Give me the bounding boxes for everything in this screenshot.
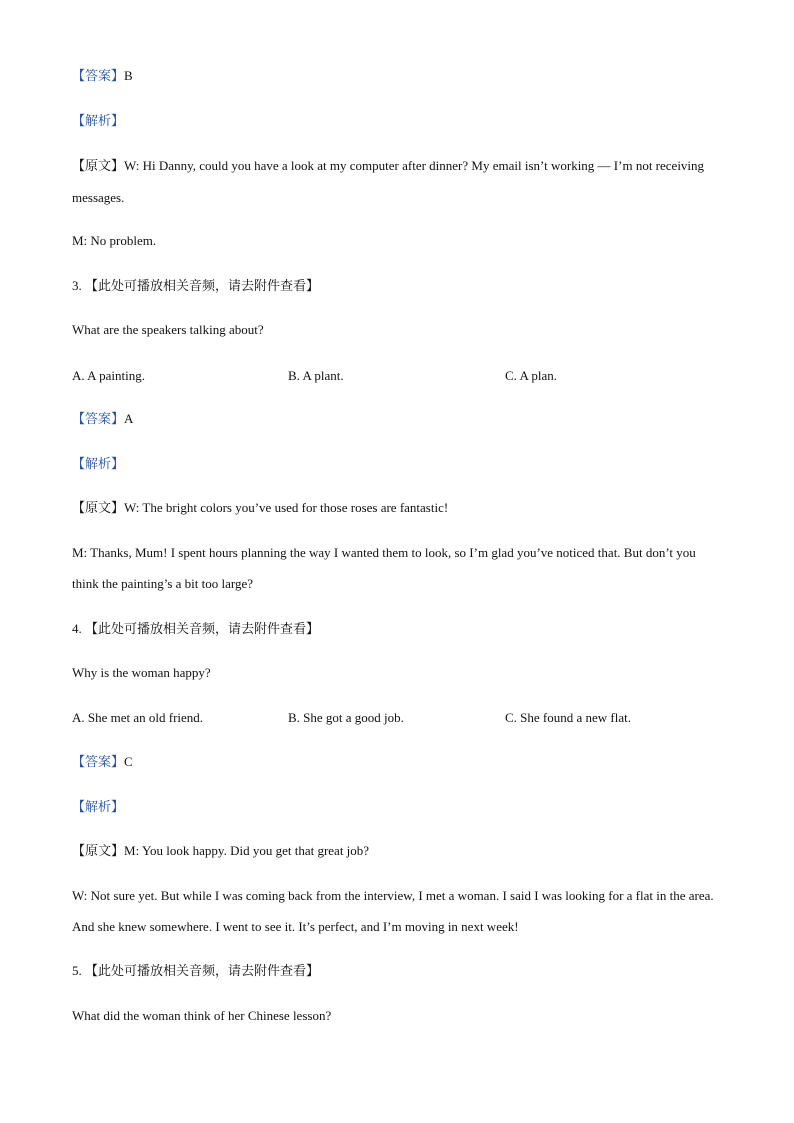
question-header bbox=[72, 278, 319, 295]
transcript-line bbox=[72, 500, 448, 517]
answer-line bbox=[72, 68, 133, 85]
option-c: C. A plan. bbox=[505, 368, 558, 383]
analysis-line bbox=[72, 456, 124, 473]
question-number: 4. bbox=[72, 621, 82, 636]
answer-tag: 【答案】 bbox=[72, 69, 125, 84]
option-b: B. A plant. bbox=[288, 368, 344, 383]
answer-line bbox=[72, 754, 133, 771]
option-b: B. She got a good job. bbox=[288, 710, 404, 725]
transcript-text: W: The bright colors you’ve used for those roses are fantastic! bbox=[124, 500, 449, 515]
question-header bbox=[72, 963, 319, 980]
analysis-tag: 【解析】 bbox=[72, 114, 125, 129]
analysis-tag: 【解析】 bbox=[72, 457, 125, 472]
answer-line bbox=[72, 411, 133, 428]
transcript-line bbox=[72, 843, 369, 860]
question-header bbox=[72, 621, 319, 638]
option-a: A. A painting. bbox=[72, 368, 145, 383]
transcript-tag: 【原文】 bbox=[72, 159, 125, 174]
question-number: 3. bbox=[72, 278, 82, 293]
transcript-paragraph bbox=[72, 537, 722, 599]
answer-value: A bbox=[124, 411, 134, 426]
audio-notice: 【此处可播放相关音频，请去附件查看】 bbox=[85, 622, 320, 637]
transcript-line bbox=[72, 233, 156, 249]
transcript-paragraph bbox=[72, 150, 722, 213]
analysis-tag: 【解析】 bbox=[72, 800, 125, 815]
transcript-text: M: Thanks, Mum! I spent hours planning the way I wanted them to look, so I’m glad you’ve noticed that. But don’t you think the painting’s a bit too large? bbox=[72, 545, 696, 591]
answer-tag: 【答案】 bbox=[72, 755, 125, 770]
answer-value: C bbox=[124, 754, 133, 769]
transcript-paragraph bbox=[72, 880, 722, 942]
transcript-tag: 【原文】 bbox=[72, 501, 125, 516]
question-text: Why is the woman happy? bbox=[72, 665, 211, 680]
analysis-line bbox=[72, 799, 124, 816]
question-number: 5. bbox=[72, 963, 82, 978]
question-text: What are the speakers talking about? bbox=[72, 322, 264, 337]
option-a: A. She met an old friend. bbox=[72, 710, 204, 725]
transcript-text: M: No problem. bbox=[72, 233, 157, 248]
answer-value: B bbox=[124, 68, 133, 83]
transcript-text: W: Not sure yet. But while I was coming back from the interview, I met a woman. I said I was looking for a flat in the area. And she knew somewhere. I went to see it. It’s perfect, and I’m moving in next week! bbox=[72, 888, 714, 934]
analysis-line bbox=[72, 113, 124, 130]
answer-tag: 【答案】 bbox=[72, 412, 125, 427]
audio-notice: 【此处可播放相关音频，请去附件查看】 bbox=[85, 964, 320, 979]
transcript-text: M: You look happy. Did you get that great job? bbox=[124, 843, 370, 858]
audio-notice: 【此处可播放相关音频，请去附件查看】 bbox=[85, 279, 320, 294]
option-c: C. She found a new flat. bbox=[505, 710, 632, 725]
transcript-text: W: Hi Danny, could you have a look at my computer after dinner? My email isn’t working — I’m not receiving messages. bbox=[72, 158, 705, 205]
question-text: What did the woman think of her Chinese lesson? bbox=[72, 1008, 332, 1023]
transcript-tag: 【原文】 bbox=[72, 844, 125, 859]
